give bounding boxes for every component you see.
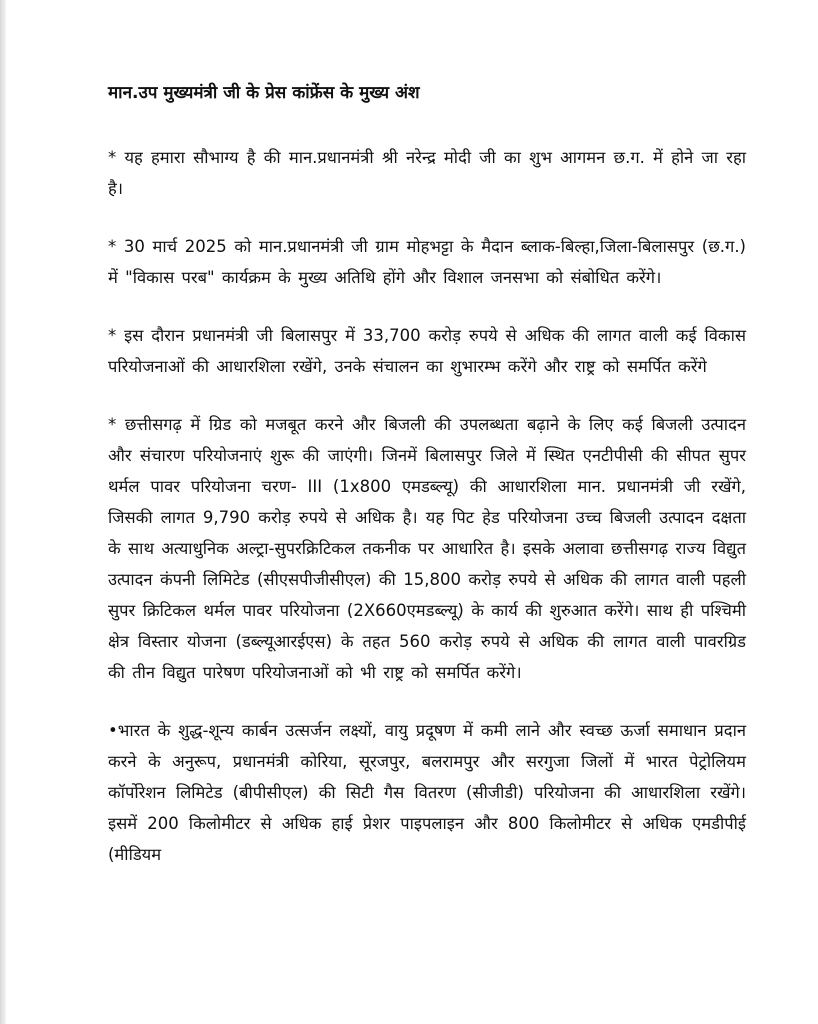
bullet-marker: • [108, 721, 118, 740]
paragraph-text: भारत के शुद्ध-शून्य कार्बन उत्सर्जन लक्ष्यों, वायु प्रदूषण में कमी लाने और स्वच्छ ऊर्जा समाधान प्रदान करने के अनुरूप, प्रधानमंत्री कोरिया, सूरजपुर, बलरामपुर और सरगुजा जिलों में भारत पेट्रोलियम कॉर्पोरेशन लिमिटेड (बीपीसीएल) की सिटी गैस वितरण (सीजीडी) परियोजना की आधारशिला रखेंगे। इसमें 200 किलोमीटर से अधिक हाई प्रेशर पाइपलाइन और 800 किलोमीटर से अधिक एमडीपीई (मीडियम [108, 721, 746, 864]
paragraph-2 [108, 231, 746, 293]
paragraph-3 [108, 320, 746, 382]
paragraph-1 [108, 142, 746, 204]
paragraph-5 [108, 715, 746, 870]
paragraph-text: छत्तीसगढ़ में ग्रिड को मजबूत करने और बिजली की उपलब्धता बढ़ाने के लिए कई बिजली उत्पादन और संचारण परियोजनाएं शुरू की जाएंगी। जिनमें बिलासपुर जिले में स्थित एनटीपीसी की सीपत सुपर थर्मल पावर परियोजना चरण- III (1x800 एमडब्ल्यू) की आधारशिला मान. प्रधानमंत्री जी रखेंगे, जिसकी लागत 9,790 करोड़ रुपये से अधिक है। यह पिट हेड परियोजना उच्च बिजली उत्पादन दक्षता के साथ अत्याधुनिक अल्ट्रा-सुपरक्रिटिकल तकनीक पर आधारित है। इसके अलावा छत्तीसगढ़ राज्य विद्युत उत्पादन कंपनी लिमिटेड (सीएसपीजीसीएल) की 15,800 करोड़ रुपये से अधिक की लागत वाली पहली सुपर क्रिटिकल थर्मल पावर परियोजना (2X660एमडब्ल्यू) के कार्य की शुरुआत करेंगे। साथ ही पश्चिमी क्षेत्र विस्तार योजना (डब्ल्यूआरईएस) के तहत 560 करोड़ रुपये से अधिक की लागत वाली पावरग्रिड की तीन विद्युत पारेषण परियोजनाओं को भी राष्ट्र को समर्पित करेंगे। [108, 415, 746, 682]
bullet-marker: * [108, 237, 117, 256]
bullet-marker: * [108, 415, 117, 434]
bullet-marker: * [108, 326, 117, 345]
paragraph-4 [108, 409, 746, 688]
document-title: मान.उप मुख्यमंत्री जी के प्रेस कांफ्रेंस के मुख्य अंश [108, 83, 420, 103]
paragraph-text: 30 मार्च 2025 को मान.प्रधानमंत्री जी ग्राम मोहभट्टा के मैदान ब्लाक-बिल्हा,जिला-बिलासपुर (छ.ग.) में "विकास परब" कार्यक्रम के मुख्य अतिथि होंगे और विशाल जनसभा को संबोधित करेंगे। [108, 237, 746, 287]
paragraph-text: यह हमारा सौभाग्य है की मान.प्रधानमंत्री श्री नरेन्द्र मोदी जी का शुभ आगमन छ.ग. में होने जा रहा है। [108, 148, 746, 198]
bullet-marker: * [108, 148, 117, 167]
page-left-edge [0, 0, 6, 1024]
document-body [108, 78, 746, 870]
paragraph-text: इस दौरान प्रधानमंत्री जी बिलासपुर में 33,700 करोड़ रुपये से अधिक की लागत वाली कई विकास परियोजनाओं की आधारशिला रखेंगे, उनके संचालन का शुभारम्भ करेंगे और राष्ट्र को समर्पित करेंगे [108, 326, 746, 376]
